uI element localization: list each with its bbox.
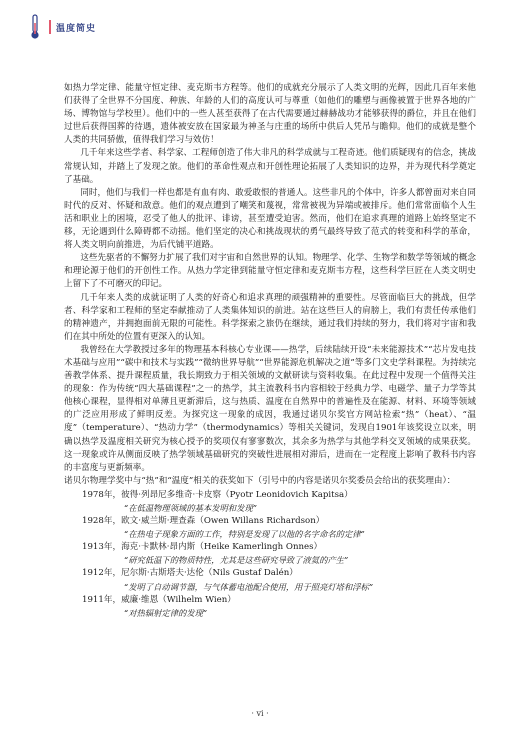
award-year: 1912年， xyxy=(82,568,122,579)
award-reason: “研究低温下的物质特性，尤其是这些研究导致了液氦的产生” xyxy=(124,555,349,566)
laureate-name: 海克·卡默林·昂内斯（Heike Kamerlingh Onnes） xyxy=(121,542,323,553)
paragraph: 几千年来这些学者、科学家、工程师创造了伟大非凡的科学成就与工程奇迹。他们质疑现有的信念，挑战常规认知，并踏上了发现之旅。他们的革命性观点和开创性理论拓展了人类知识的边界，并为现代科学奠定了基础。 xyxy=(64,148,476,185)
page-number: · vi · xyxy=(251,709,269,718)
paragraph: 如热力学定律、能量守恒定律、麦克斯韦方程等。他们的成就充分展示了人类文明的光辉，因此几百年来他们获得了全世界不分国度、种族、年龄的人们的高度认可与尊重（如他们的雕塑与画像被置于世界各地的广场、博物馆与学校里）。他们中的一些人甚至获得了在古代需要通过赫赫战功才能够获得的爵位，并且在他们过世后获得国葬的待遇，遗体被安放在国家最为神圣与庄重的场所中供后人凭吊与瞻仰。他们的成就是整个人类的共同骄傲，值得我们学习与效仿！ xyxy=(64,83,476,146)
award-entry xyxy=(64,515,476,528)
thermometer-icon xyxy=(28,14,42,40)
award-year: 1928年， xyxy=(82,516,122,527)
laureate-name: 威廉·维恩（Wilhelm Wien） xyxy=(121,594,236,605)
award-entry xyxy=(64,594,476,607)
laureate-name: 欧文·威兰斯·理查森（Owen Willans Richardson） xyxy=(121,516,325,527)
award-entry xyxy=(64,567,476,580)
award-reason: “对热辐射定律的发现” xyxy=(124,607,208,618)
header-title: 温度简史 xyxy=(56,23,97,34)
award-year: 1978年， xyxy=(82,489,122,500)
body-text xyxy=(64,82,476,620)
laureate-name: 尼尔斯·古斯塔夫·达伦（Nils Gustaf Dalén） xyxy=(121,568,298,579)
award-year: 1913年， xyxy=(82,542,122,553)
award-list xyxy=(64,489,476,620)
laureate-name: 彼得·列昂尼多维奇·卡皮察（Pyotr Leonidovich Kapitsa） xyxy=(121,489,353,500)
award-reason: “在低温物理领域的基本发明和发现” xyxy=(124,503,257,513)
paragraph: 同时，他们与我们一样也都是有血有肉、敢爱敢恨的普通人。这些非凡的个体中，许多人都曾面对来自同时代的反对、怀疑和敌意。他们的观点遭到了嘲笑和蔑视，常常被视为异端或被排斥。他们常常面临个人生活和职业上的困境，忍受了他人的批评、诽谤，甚至遭受迫害。然而，他们在追求真理的道路上始终坚定不移，无论遇到什么障碍都不动摇。他们坚定的决心和挑战现状的勇气最终导致了范式的转变和科学的革命，将人类文明向前推进，为后代铺平道路。 xyxy=(64,187,476,251)
running-header xyxy=(28,14,96,40)
award-entry xyxy=(64,541,476,554)
paragraph: 我曾经在大学教授过多年的物理基本科核心专业课——热学，后续陆续开设“未来能源技术”“芯片发电技术基础与应用”“碳中和技术与实践”“微纳世界导航”“世界能源危机解决之道”等多门文史学科课程。为持续完善教学体系、提升课程质量，我长期致力于相关领域的文献研读与资料收集。在此过程中发现一个值得关注的现象：作为传统“四大基础课程”之一的热学，其主流教科书内容相较于经典力学、电磁学、量子力学等其他核心课程，显得相对单薄且更新滞后，这与热质、温度在自然界中的普遍性及在能源、材料、环境等领域的广泛应用形成了鲜明反差。为探究这一现象的成因，我通过诺贝尔奖官方网站检索“热”（heat）、“温度”（temperature）、“热动力学”（thermodynamics）等相关关键词，发现自1901年该奖设立以来，明确以热学及温度相关研究为核心授予的奖项仅有寥寥数次，其余多为热学与其他学科交叉领域的成果获奖。这一现象或许从侧面反映了热学领域基础研究的突破性进展相对滞后，进而在一定程度上影响了教科书内容的丰富度与更新频率。 xyxy=(64,344,476,473)
award-reason: “发明了自动调节器，与气体蓄电池配合使用，用于照亮灯塔和浮标” xyxy=(124,581,374,592)
award-reason: “在热电子现象方面的工作，特别是发现了以他的名字命名的定律” xyxy=(124,529,365,540)
paragraph: 诺贝尔物理学奖中与“热”和“温度”相关的获奖如下（引号中的内容是诺贝尔奖委员会给出的获奖理由）： xyxy=(64,475,456,486)
header-divider xyxy=(49,20,51,34)
award-year: 1911年， xyxy=(82,594,122,605)
paragraph: 几千年来人类的成就证明了人类的好奇心和追求真理的顽强精神的重要性。尽管面临巨大的挑战，但学者、科学家和工程师的坚定奉献推动了人类集体知识的前进。站在这些巨人的肩膀上，我们有责任传承他们的精神遗产，并拥抱面前无限的可能性。科学探索之旅仍在继续，通过我们持续的努力，我们将对宇宙和我们在其中所处的位置有更深入的认知。 xyxy=(64,292,476,342)
award-entry xyxy=(64,489,476,502)
paragraph: 这些先驱者的不懈努力扩展了我们对宇宙和自然世界的认知。物理学、化学、生物学和数学等领域的概念和理论源于他们的开创性工作。从热力学定律到能量守恒定律和麦克斯韦方程，这些科学巨匠在人类文明史上留下了不可磨灭的印记。 xyxy=(64,253,476,290)
